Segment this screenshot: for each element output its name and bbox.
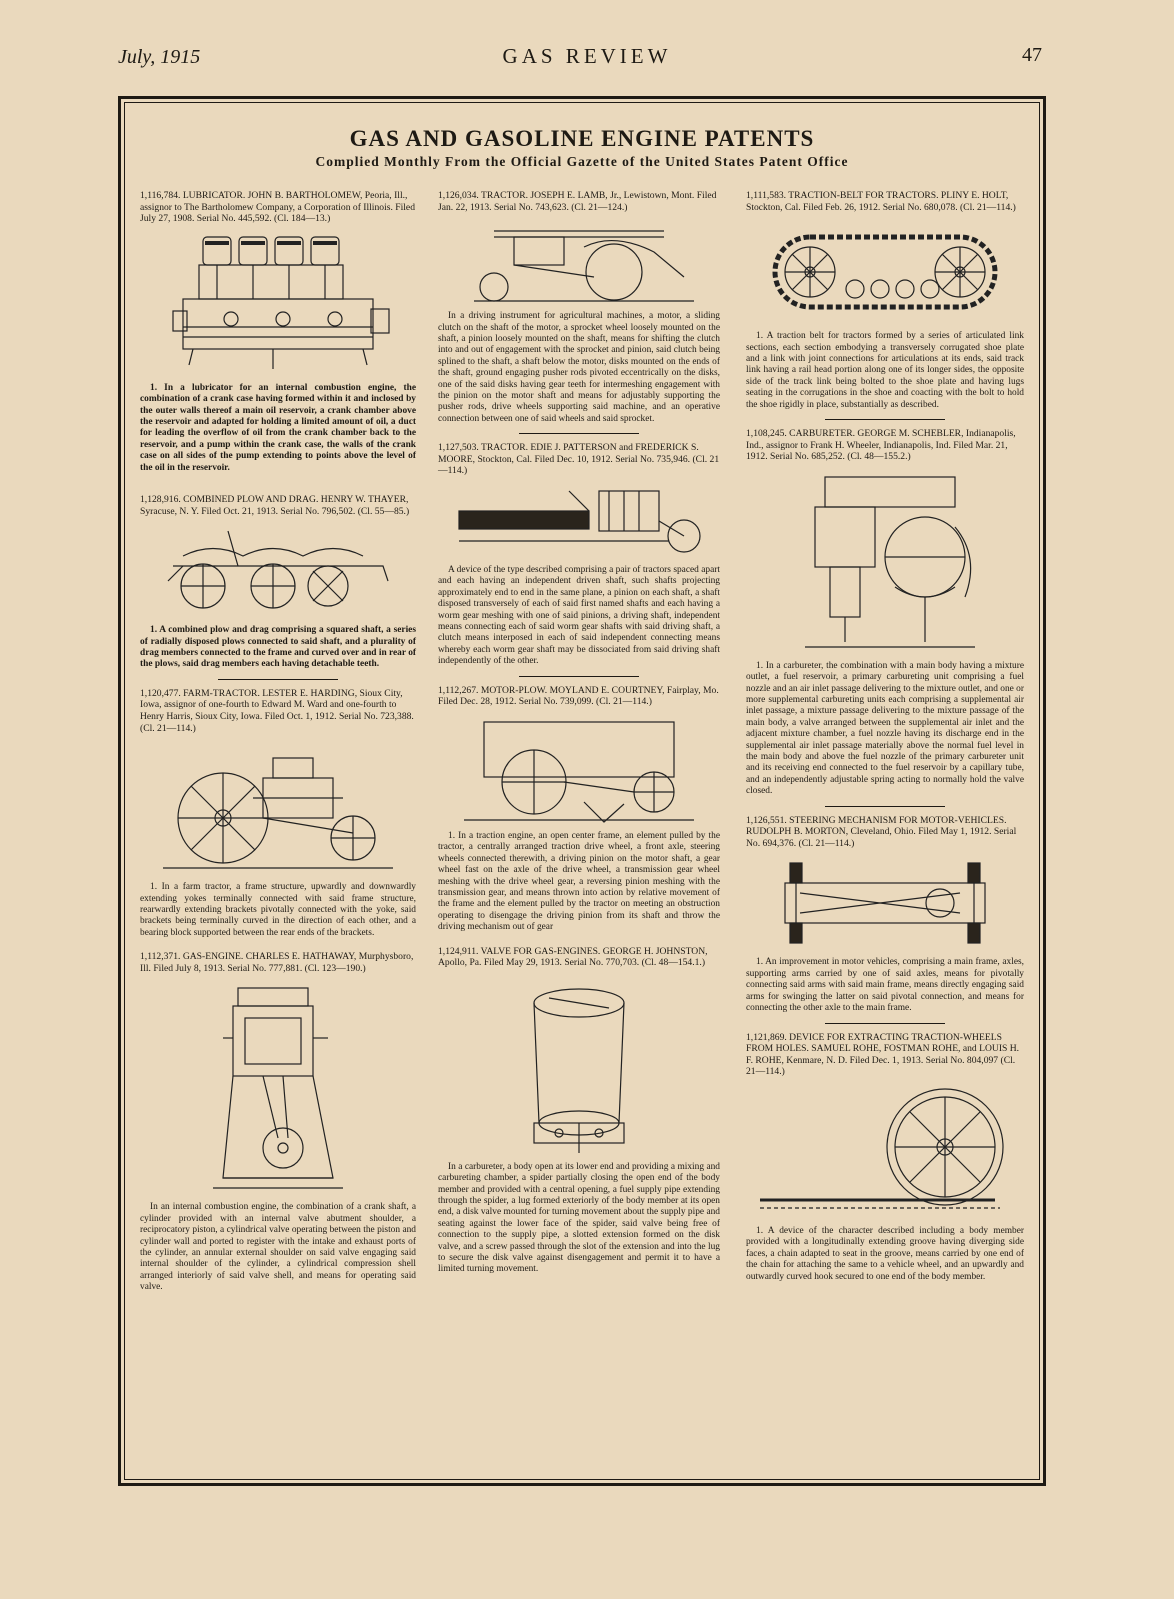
patent-extracting: [746, 1032, 1024, 1283]
issue-date: July, 1915: [118, 46, 201, 68]
patent-gas-engine: [140, 951, 416, 1293]
patent-plow-drag: [140, 494, 416, 671]
farm-tractor-drawing: [153, 738, 403, 878]
patent-claim: 1. In a carbureter, the combination with a main body having a mixture outlet, a fuel reservoir, a primary carbureting unit comprising a fuel nozzle and an air inlet passage delivering to the mixture outlet, and one or more supplemental carbureting units each comprising a supplemental air inlet passage, a mixture passage delivering to the mixture passage of the main body, a valve arranged between the supplemental air inlet and the adjacent mixture chamber, a fuel nozzle having its discharge end in the supplemental air inlet passage materially above the normal fuel level in the main body and above the fuel nozzle of the primary carbureter unit and its receiving end connected to the fuel reservoir by a capillary tube, and an independently adjustable spring acting to normally hold the valve closed.: [746, 660, 1024, 797]
patent-valve: [438, 946, 720, 1276]
traction-belt-drawing: [760, 217, 1010, 327]
patent-claim: 1. A combined plow and drag comprising a squared shaft, a series of radially disposed plows connected to said shaft, and a plurality of drag members connected to the frame and curved over and in rear of the plows, said drag members each having detachable teeth.: [140, 625, 416, 670]
magazine-title: GAS REVIEW: [502, 44, 672, 68]
patent-claim: 1. A traction belt for tractors formed by a series of articulated link sections, each section embodying a transversely corrugated shoe plate and a link with joint connections for articulations at its ends, said track link having a rail head portion along one of its longer sides, the opposite side of the track link being bolted to the shoe plate and having lugs seating in the corrugations in the shoe and coacting with the bolt to hold the shoe rigidly in place, substantially as described.: [746, 331, 1024, 410]
article-heading: [124, 126, 1040, 170]
divider: [519, 433, 639, 434]
patent-carbureter: [746, 428, 1024, 798]
column-right: [746, 190, 1024, 1283]
divider: [519, 676, 639, 677]
divider: [825, 419, 945, 420]
patent-header: 1,120,477. FARM-TRACTOR. LESTER E. HARDING, Sioux City, Iowa, assignor of one-fourth to Edward M. Ward and one-fourth to Henry Harris, Sioux City, Iowa. Filed Oct. 1, 1912. Serial No. 723,388. (Cl. 21—114.): [140, 687, 414, 734]
article-title: GAS AND GASOLINE ENGINE PATENTS: [349, 126, 815, 151]
patent-steering: [746, 815, 1024, 1015]
patent-claim: 1. In a traction engine, an open center frame, an element pulled by the tractor, a centrally arranged traction drive wheel, a front axle, steering wheels connected therewith, a driving pinion on the motor shaft, a gear wheel fast on the axle of the drive wheel, a transmission gear wheel meshing with the drive wheel gear, a reversing pinion meshing with the transmission gear, and means thrown into action by relative movement of the frame and the element pulled by the tractor on meeting an obstruction operating to disengage the driving pinion from its shaft and throw the driving mechanism out of gear: [438, 830, 720, 933]
patent-header: 1,128,916. COMBINED PLOW AND DRAG. HENRY W. THAYER, Syracuse, N. Y. Filed Oct. 21, 1913. Serial No. 796,502. (Cl. 55—85.): [140, 494, 410, 517]
valve-drawing: [499, 973, 659, 1158]
patent-claim: In an internal combustion engine, the combination of a crank shaft, a cylinder provided with an internal valve abutment shoulder, a reciprocatory piston, a cylindrical valve operating between the piston and cylinder wall and ported to register with the intake and exhaust ports of the cylinder, an annular external shoulder on said valve engaging said internal shoulder of the cylinder, a cylindrical compression shell arranged interiorly of said valve shell, and means for operating said valve.: [140, 1202, 416, 1293]
running-head: [0, 42, 1174, 82]
patent-motor-plow: [438, 685, 720, 934]
patent-header: 1,121,869. DEVICE FOR EXTRACTING TRACTION-WHEELS FROM HOLES. SAMUEL ROHE, FOSTMAN ROHE, and LOUIS H. F. ROHE, Kenmare, N. D. Filed Dec. 1, 1913. Serial No. 804,097 (Cl. 21—114.): [746, 1031, 1020, 1078]
gas-engine-drawing: [183, 978, 373, 1198]
patent-claim: 1. A device of the character described including a body member provided with a longitudinally extending groove having diverging side faces, a chain adapted to seat in the groove, means carried by one end of the chain for attaching the same to a vehicle wheel, and an upwardly and outwardly curved hook secured to one end of the body member.: [746, 1225, 1024, 1282]
steering-drawing: [760, 853, 1010, 953]
page-number: 47: [1022, 44, 1042, 66]
divider: [825, 806, 945, 807]
patent-tractor-patterson: [438, 442, 720, 667]
patent-header: 1,112,267. MOTOR-PLOW. MOYLAND E. COURTNEY, Fairplay, Mo. Filed Dec. 28, 1912. Serial No. 739,099. (Cl. 21—114.): [438, 684, 719, 708]
extracting-device-drawing: [755, 1082, 1015, 1222]
patent-claim: In a driving instrument for agricultural machines, a motor, a sliding clutch on the shaft of the motor, a sprocket wheel loosely mounted on the shaft, a pinion loosely mounted on the shaft, means for shifting the clutch into and out of engagement with the sprocket and pinion, said clutch being splined to the shaft, a shaft below the motor, disks mounted on the ends of the shaft, ground engaging pusher rods pivoted eccentrically on the disks, one of the said disks having gear teeth for intermeshing engagement with the pinion on the motor shaft and means for adjustably supporting the pusher rods, drive wheels supporting said machine, and an operative connection between one of said wheels and said sprocket.: [438, 311, 720, 424]
patent-header: 1,126,551. STEERING MECHANISM FOR MOTOR-VEHICLES. RUDOLPH B. MORTON, Cleveland, Ohio. Filed May 1, 1912. Serial No. 694,376. (Cl. 21—114.): [746, 814, 1017, 849]
patent-header: 1,124,911. VALVE FOR GAS-ENGINES. GEORGE H. JOHNSTON, Apollo, Pa. Filed May 29, 1913. Serial No. 770,703. (Cl. 48—154.1.): [438, 945, 708, 969]
article-subtitle: Complied Monthly From the Official Gazette of the United States Patent Office: [315, 154, 849, 169]
patent-header: 1,112,371. GAS-ENGINE. CHARLES E. HATHAWAY, Murphysboro, Ill. Filed July 8, 1913. Serial No. 777,881. (Cl. 123—190.): [140, 951, 414, 974]
patent-header: 1,116,784. LUBRICATOR. JOHN B. BARTHOLOMEW, Peoria, Ill., assignor to The Bartholomew Company, a Corporation of Illinois. Filed July 27, 1908. Serial No. 445,592. (Cl. 184—13.): [140, 190, 415, 225]
patent-claim: 1. In a lubricator for an internal combustion engine, the combination of a crank case having formed within it and inclosed by the outer walls thereof a main oil reservoir, a crank chamber above the reservoir and adapted for holding a limited amount of oil, a duct for leading the overflow of oil from the crank chamber back to the reservoir, and a pump within the crank case, the walls of the crank case on all sides of the pump extending to points above the level of the oil in the reservoir.: [140, 382, 416, 473]
motor-plow-drawing: [454, 712, 704, 827]
lubricator-drawing: [153, 229, 403, 379]
patent-traction-belt: [746, 190, 1024, 411]
patent-claim: A device of the type described comprising a pair of tractors spaced apart and each having an independent driven shaft, such shafts projecting approximately end to end in the same plane, a pinion on each shaft, a shaft disposed transversely of each of said first named shafts and each having a worm gear meshing with one of said pinions, a driving shaft, independent means connecting each of said worm gear shafts with said driving shaft, a clutch means interposed in each of said independent connecting means whereby each worm gear shaft may be dissociated from said driving shaft independently of the other.: [438, 565, 720, 667]
carbureter-drawing: [785, 467, 985, 657]
divider: [218, 679, 338, 680]
column-left: [140, 190, 416, 1294]
column-center: [438, 190, 720, 1276]
patent-header: 1,108,245. CARBURETER. GEORGE M. SCHEBLER, Indianapolis, Ind., assignor to Frank H. Wheeler, Indianapolis, Ind. Filed Mar. 21, 1912. Serial No. 685,252. (Cl. 48—155.2.): [746, 428, 1016, 463]
patent-header: 1,111,583. TRACTION-BELT FOR TRACTORS. PLINY E. HOLT, Stockton, Cal. Filed Feb. 26, 1912. Serial No. 680,078. (Cl. 21—114.): [746, 190, 1016, 213]
patent-header: 1,127,503. TRACTOR. EDIE J. PATTERSON and FREDERICK S. MOORE, Stockton, Cal. Filed Dec. 10, 1912. Serial No. 735,946. (Cl. 21—114.): [438, 442, 720, 477]
patent-claim: 1. In a farm tractor, a frame structure, upwardly and downwardly extending yokes terminally connected with said frame structure, rearwardly extending brackets pivotally connected with the yoke, said brackets being terminally curved in the direction of each other, and a bearing block supported between the rear ends of the brackets.: [140, 882, 416, 938]
patent-claim: 1. An improvement in motor vehicles, comprising a main frame, axles, supporting arms carried by one of said axles, means for pivotally connecting said arms with said main frame, means directly engaging said arms for swinging the latter on said pivotal connection, and means for connecting the other axle to the main frame.: [746, 957, 1024, 1014]
tractor-lamb-drawing: [454, 217, 704, 307]
divider: [825, 1023, 945, 1024]
tractor-patterson-drawing: [449, 481, 709, 561]
patent-header: 1,126,034. TRACTOR. JOSEPH E. LAMB, Jr., Lewistown, Mont. Filed Jan. 22, 1913. Serial No. 743,623. (Cl. 21—124.): [438, 190, 717, 213]
patent-tractor-lamb: [438, 190, 720, 425]
plow-drag-drawing: [153, 521, 403, 621]
patent-lubricator: [140, 190, 416, 474]
patent-farm-tractor: [140, 688, 416, 939]
patent-claim: In a carbureter, a body open at its lower end and providing a mixing and carbureting chamber, a spider partially closing the open end of the body member and provided with a central opening, a fuel supply pipe extending through the spider, a lug formed exteriorly of the body member at its open end, a disk valve mounted for turning movement about the supply pipe and seating against the lower face of the spider, said valve being free of connection to the supply pipe, a slotted extension formed on the disk valve, and a screw passed through the slot of the extension and into the lug to secure the disk valve against disengagement and permit it to have a limited turning movement.: [438, 1161, 720, 1275]
